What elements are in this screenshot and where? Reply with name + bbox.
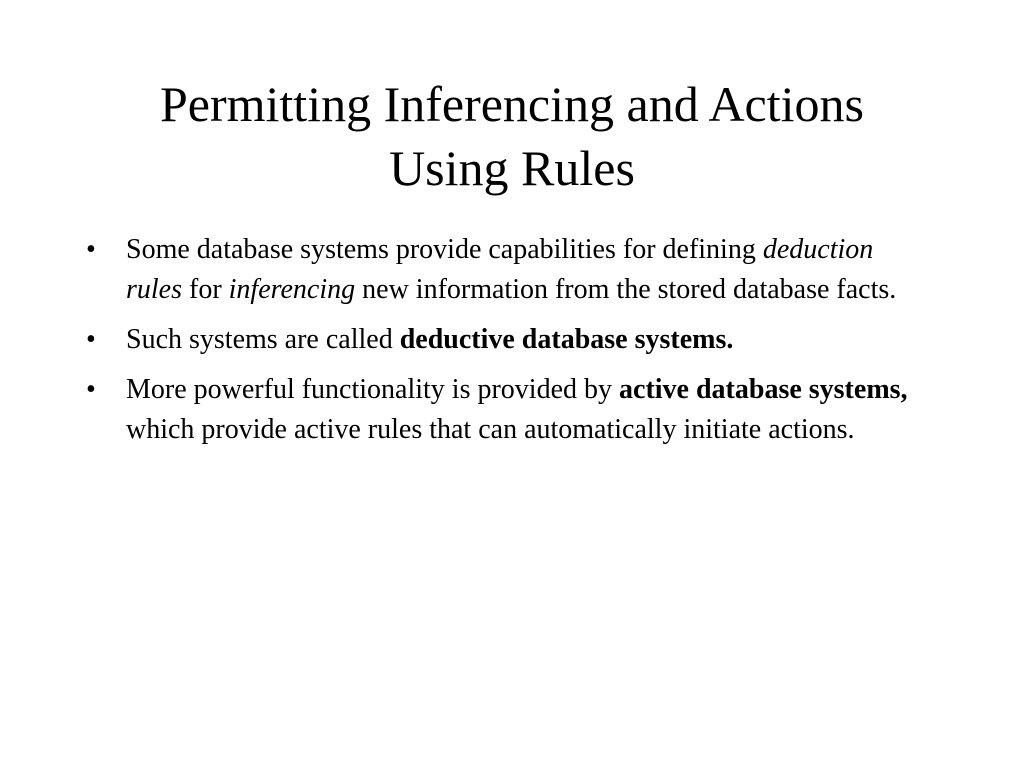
term-deduction-rules: deduction rules <box>126 234 874 305</box>
term-active-database-systems: active database systems, <box>619 374 908 405</box>
bullet-text: Some database systems provide capabilities for defining <box>126 234 763 265</box>
term-deductive-database-systems: deductive database systems. <box>399 324 734 355</box>
bullet-marker: • <box>86 234 96 265</box>
bullet-item-deduction-rules <box>86 230 926 310</box>
bullet-item-active-systems <box>86 370 926 450</box>
bullet-item-deductive-systems <box>86 320 926 360</box>
bullet-text: which provide active rules that can automatically initiate actions. <box>126 414 855 445</box>
slide-title-line-2: Using Rules <box>389 140 635 196</box>
bullet-text: Such systems are called <box>126 324 400 355</box>
term-inferencing: inferencing <box>228 274 356 305</box>
bullet-text: More powerful functionality is provided by <box>126 374 620 405</box>
slide-title <box>60 72 964 200</box>
bullet-text: for <box>182 274 229 305</box>
bullet-marker: • <box>86 324 96 355</box>
bullet-list <box>86 230 926 460</box>
bullet-marker: • <box>86 374 96 405</box>
slide-title-line-1: Permitting Inferencing and Actions <box>159 76 864 132</box>
bullet-text: new information from the stored database facts. <box>355 274 897 305</box>
